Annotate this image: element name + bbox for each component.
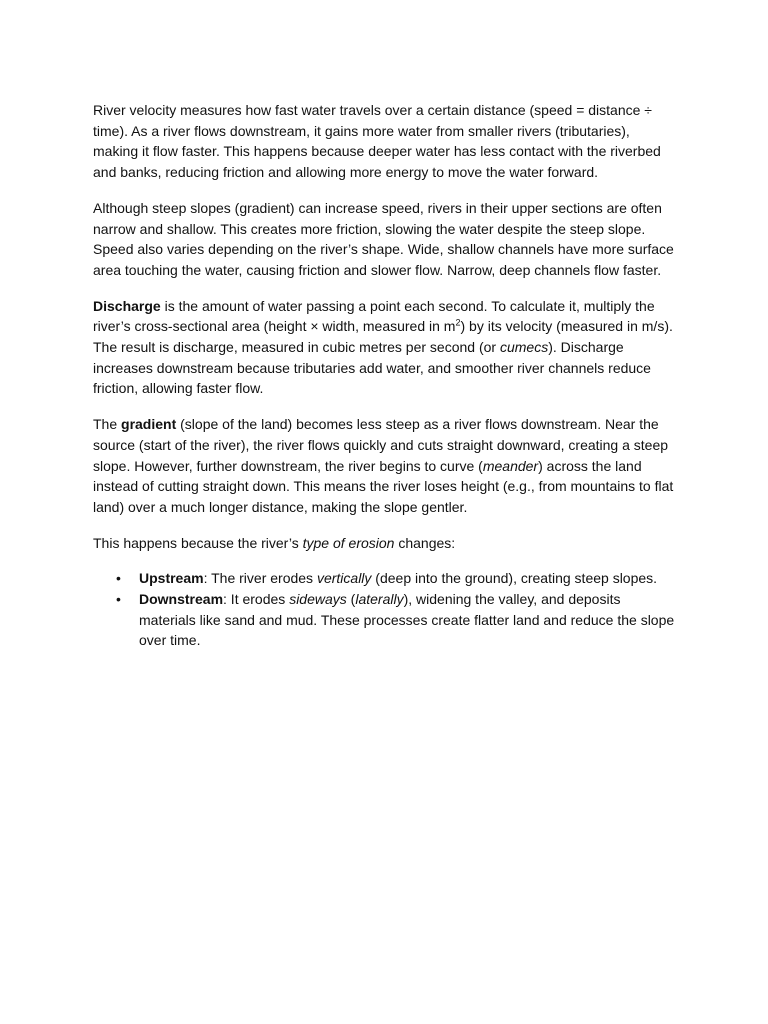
bullet-icon: • [116, 591, 121, 608]
term-cumecs: cumecs [499, 339, 549, 356]
term-vertically: vertically [316, 570, 372, 587]
list-item-downstream [93, 589, 677, 651]
term-upstream: Upstream [139, 570, 204, 587]
paragraph-erosion-intro [93, 533, 677, 554]
paragraph-gradient [93, 414, 677, 518]
paragraph-river-velocity: River velocity measures how fast water travels over a certain distance (speed = distance ÷ time). As a river flows downstream, it gains more water from smaller rivers (tributaries), making it flow faster. This happens because deeper water has less contact with the riverbed and banks, reducing friction and allowing more energy to move the water forward. [93, 102, 661, 181]
downstream-text-c: ), widening the valley, and deposits materials like sand and mud. These processes create flatter land and reduce the slope over time. [139, 591, 675, 649]
upstream-text-b: (deep into the ground), creating steep slopes. [371, 570, 658, 587]
gradient-text-a: The [93, 416, 122, 433]
term-downstream: Downstream [139, 591, 224, 608]
term-discharge: Discharge [93, 297, 161, 314]
discharge-text-b: ) by its velocity (measured in m/s). The result is discharge, measured in cubic metres per second (or [93, 318, 673, 356]
term-meander: meander [482, 457, 539, 474]
paragraph-gradient-speed: Although steep slopes (gradient) can increase speed, rivers in their upper sections are often narrow and shallow. This creates more friction, slowing the water despite the steep slope. Speed also varies depending on the river’s shape. Wide, shallow channels have more surface area touching the water, causing friction and slower flow. Narrow, deep channels flow faster. [93, 199, 674, 278]
erosion-text-b: changes: [394, 534, 456, 551]
term-type-of-erosion: type of erosion [302, 534, 395, 551]
upstream-text-a: : The river erodes [203, 570, 317, 587]
superscript-2: 2 [455, 317, 461, 328]
gradient-text-c: ) across the land instead of cutting straight down. This means the river loses height (e.g., from mountains to flat land) over a much longer distance, making the slope gentler. [93, 457, 674, 515]
erosion-bullet-list [93, 568, 677, 651]
term-gradient: gradient [121, 416, 177, 433]
downstream-text-a: : It erodes [223, 591, 290, 608]
term-laterally: laterally [355, 591, 404, 608]
discharge-text-c: ). Discharge increases downstream because tributaries add water, and smoother river channels reduce friction, allowing faster flow. [93, 339, 651, 397]
document-body [93, 100, 677, 651]
downstream-text-b: ( [346, 591, 356, 608]
bullet-icon: • [116, 570, 121, 587]
discharge-text-a: is the amount of water passing a point each second. To calculate it, multiply the river’s cross-sectional area (height × width, measured in m [93, 297, 655, 335]
list-item-upstream [93, 568, 677, 589]
gradient-text-b: (slope of the land) becomes less steep as a river flows downstream. Near the source (start of the river), the river flows quickly and cuts straight downward, creating a steep slope. However, further downstream, the river begins to curve ( [93, 416, 669, 474]
paragraph-discharge [93, 296, 677, 400]
term-sideways: sideways [289, 591, 347, 608]
erosion-text-a: This happens because the river’s [93, 534, 303, 551]
